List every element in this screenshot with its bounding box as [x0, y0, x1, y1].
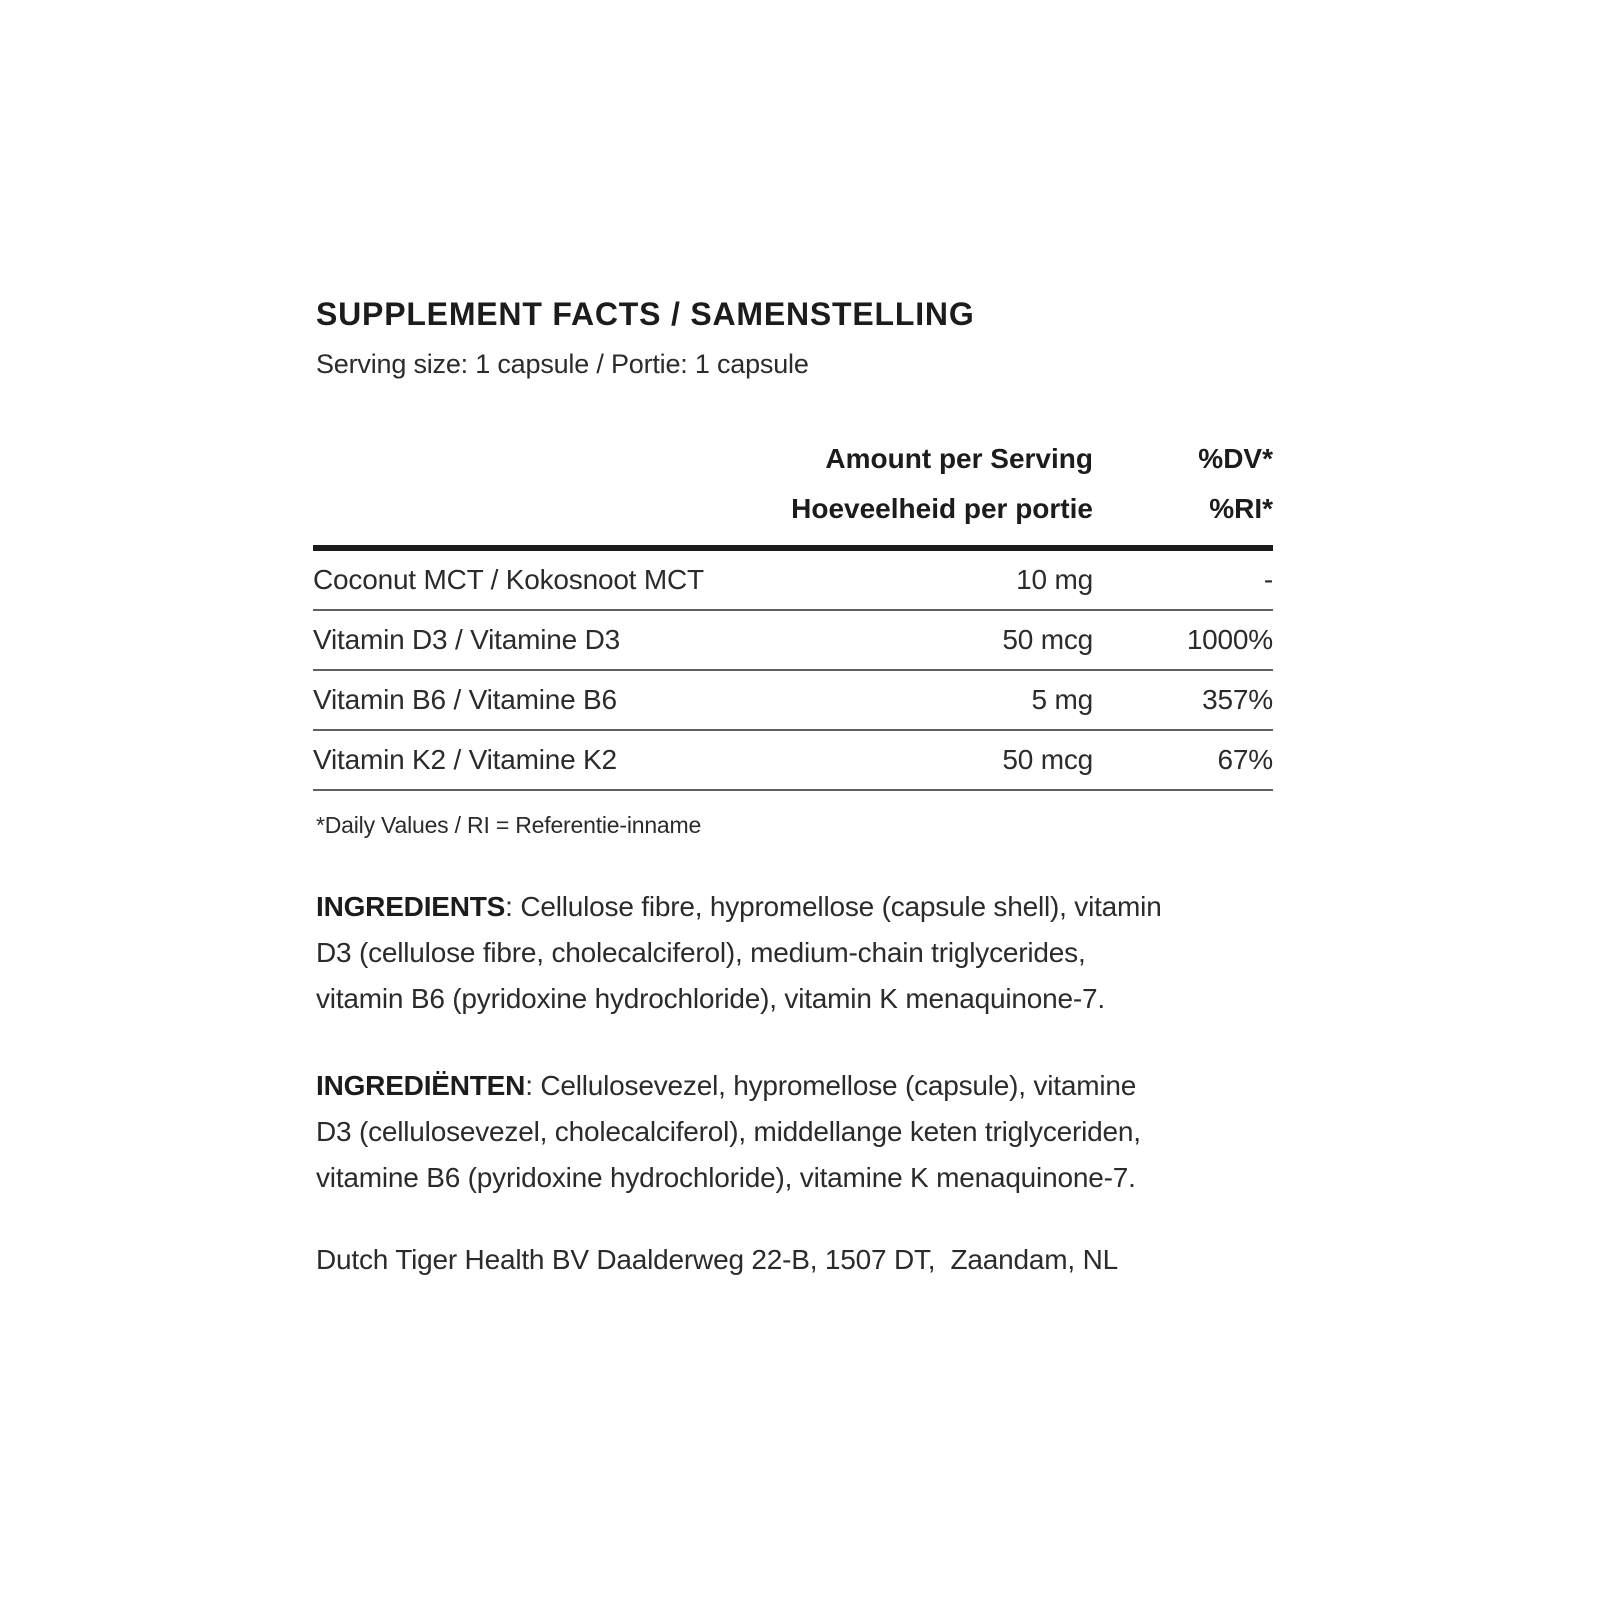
- table-row-vitamin-d3: [313, 611, 1273, 671]
- ingredients-en-line: [316, 884, 1336, 930]
- nutrient-dv: -: [1263, 564, 1273, 595]
- nutrient-amount: 50 mcg: [1002, 624, 1093, 655]
- table-header: [313, 434, 1273, 551]
- ingredients-en-paragraph: [316, 884, 1336, 1022]
- header-hoeveelheid-per-portie: Hoeveelheid per portie: [791, 493, 1093, 524]
- nutrient-name: Coconut MCT / Kokosnoot MCT: [313, 564, 704, 595]
- facts-table: [313, 434, 1273, 791]
- nutrient-name: Vitamin K2 / Vitamine K2: [313, 744, 617, 775]
- nutrient-amount: 50 mcg: [1002, 744, 1093, 775]
- nutrient-name: Vitamin B6 / Vitamine B6: [313, 684, 617, 715]
- ingredients-nl-paragraph: [316, 1063, 1336, 1201]
- ingredients-en-line: vitamin B6 (pyridoxine hydrochloride), vitamin K menaquinone-7.: [316, 983, 1105, 1014]
- table-header-row-nl: [313, 484, 1273, 534]
- nutrient-name: Vitamin D3 / Vitamine D3: [313, 624, 620, 655]
- serving-size-text: Serving size: 1 capsule / Portie: 1 capsule: [316, 349, 809, 379]
- table-row-vitamin-k2: [313, 731, 1273, 791]
- nutrient-dv: 357%: [1202, 684, 1273, 715]
- table-row-vitamin-b6: [313, 671, 1273, 731]
- ingredients-nl-text: : Cellulosevezel, hypromellose (capsule), vitamine: [525, 1070, 1137, 1101]
- ingredients-en-label: INGREDIENTS: [316, 891, 506, 922]
- ingredients-nl-line: vitamine B6 (pyridoxine hydrochloride), vitamine K menaquinone-7.: [316, 1162, 1136, 1193]
- ingredients-en-line: D3 (cellulose fibre, cholecalciferol), medium-chain triglycerides,: [316, 937, 1086, 968]
- nutrient-dv: 67%: [1217, 744, 1273, 775]
- page-title: SUPPLEMENT FACTS / SAMENSTELLING: [316, 296, 975, 332]
- header-ri: %RI*: [1209, 493, 1273, 524]
- nutrient-dv: 1000%: [1186, 624, 1273, 655]
- nutrient-amount: 5 mg: [1031, 684, 1093, 715]
- daily-values-footnote: *Daily Values / RI = Referentie-inname: [316, 812, 702, 838]
- nutrient-amount: 10 mg: [1016, 564, 1093, 595]
- manufacturer-address: Dutch Tiger Health BV Daalderweg 22-B, 1507 DT, Zaandam, NL: [316, 1244, 1118, 1275]
- table-row-coconut-mct: [313, 551, 1273, 611]
- header-dv: %DV*: [1198, 443, 1273, 474]
- ingredients-nl-line: [316, 1063, 1336, 1109]
- ingredients-en-text: : Cellulose fibre, hypromellose (capsule shell), vitamin: [505, 891, 1162, 922]
- header-amount-per-serving: Amount per Serving: [825, 443, 1093, 474]
- table-header-row-en: [313, 434, 1273, 484]
- ingredients-nl-label: INGREDIËNTEN: [316, 1070, 526, 1101]
- ingredients-nl-line: D3 (cellulosevezel, cholecalciferol), middellange keten triglyceriden,: [316, 1116, 1141, 1147]
